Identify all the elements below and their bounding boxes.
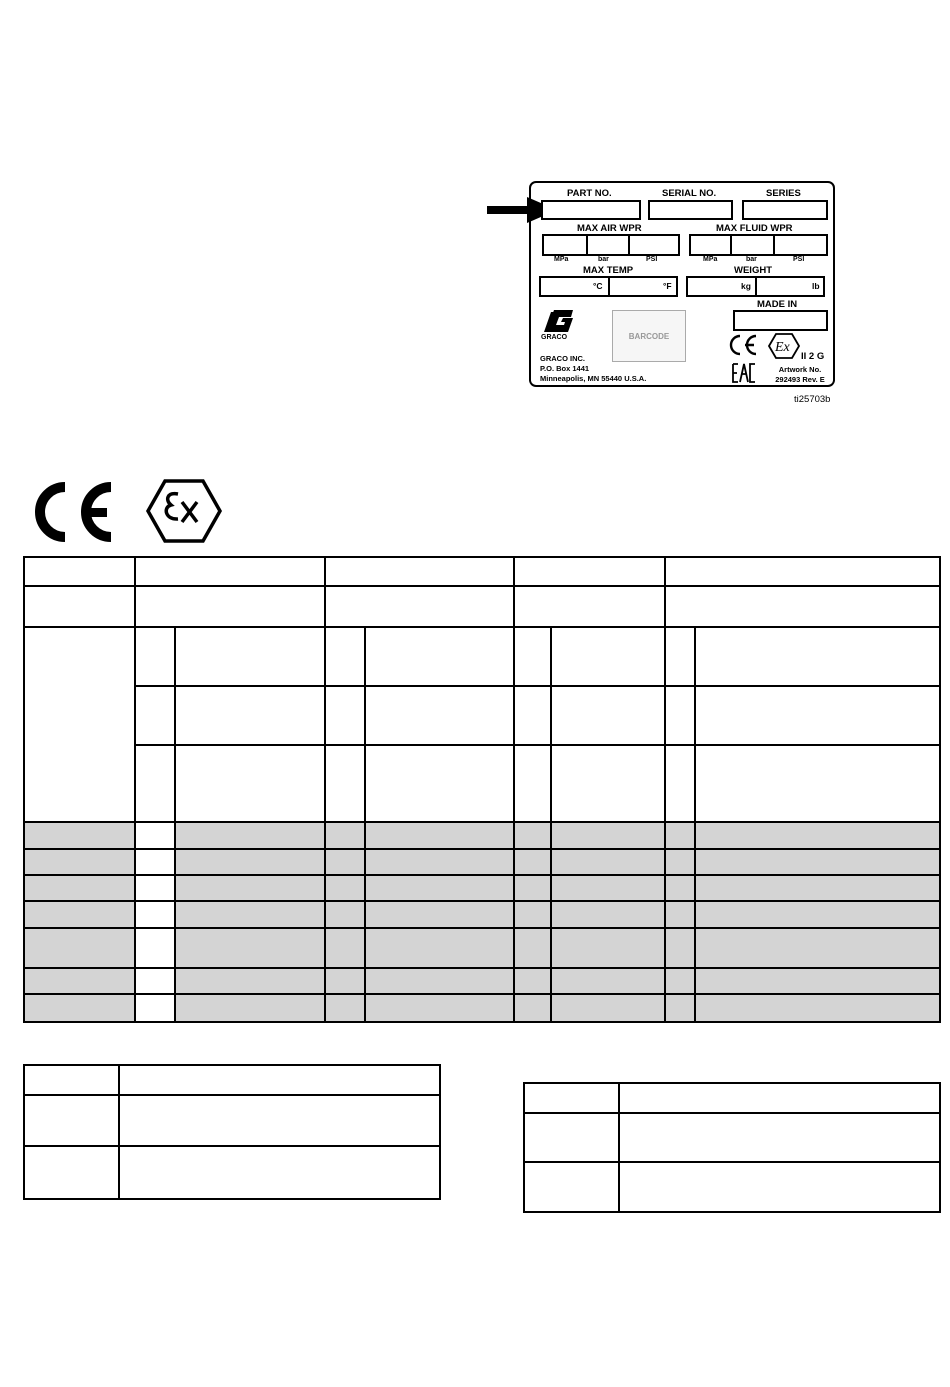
air-unit-mpa: MPa	[554, 256, 569, 263]
artwork-value: 292493 Rev. E	[775, 375, 825, 384]
artwork-number	[770, 365, 830, 385]
part-no-label: PART NO.	[567, 188, 612, 199]
main-table	[23, 556, 941, 1023]
eac-mark-icon	[732, 363, 756, 383]
lower-left-table	[23, 1064, 441, 1200]
fluid-unit-mpa: MPa	[703, 256, 718, 263]
weight-unit-kg: kg	[741, 281, 751, 291]
temp-unit-c: °C	[593, 281, 603, 291]
lower-right-table	[523, 1082, 941, 1213]
figure-id: ti25703b	[794, 394, 831, 405]
ce-mark-icon	[27, 482, 117, 542]
weight-label: WEIGHT	[734, 265, 772, 276]
serial-no-box	[648, 200, 733, 220]
identification-nameplate	[529, 181, 835, 387]
svg-text:Ex: Ex	[775, 340, 790, 355]
weight-box	[686, 276, 825, 297]
graco-logo	[540, 308, 578, 340]
air-unit-bar: bar	[598, 256, 609, 263]
max-fluid-wpr-box	[689, 234, 828, 256]
address-line-3: Minneapolis, MN 55440 U.S.A.	[540, 374, 647, 383]
address-line-1: GRACO INC.	[540, 354, 585, 363]
max-temp-box	[539, 276, 678, 297]
max-air-wpr-label: MAX AIR WPR	[577, 223, 642, 234]
barcode-placeholder: BARCODE	[612, 310, 686, 362]
part-no-box	[541, 200, 641, 220]
made-in-label: MADE IN	[757, 299, 798, 310]
ce-mark-small-icon	[727, 333, 761, 357]
graco-wordmark: GRACO	[541, 334, 568, 340]
atex-marking: II 2 G	[801, 351, 825, 362]
air-unit-psi: PSI	[646, 256, 658, 263]
max-fluid-wpr-label: MAX FLUID WPR	[716, 223, 793, 234]
address-line-2: P.O. Box 1441	[540, 364, 590, 373]
fluid-unit-psi: PSI	[793, 256, 805, 263]
max-temp-label: MAX TEMP	[583, 265, 634, 276]
artwork-label: Artwork No.	[778, 365, 822, 374]
series-label: SERIES	[766, 188, 801, 199]
temp-unit-f: °F	[663, 281, 672, 291]
ex-mark-small-icon	[768, 332, 800, 360]
series-box	[742, 200, 828, 220]
max-air-wpr-box	[542, 234, 680, 256]
made-in-box	[733, 310, 828, 331]
ex-mark-icon	[145, 478, 223, 544]
weight-unit-lb: lb	[812, 281, 820, 291]
fluid-unit-bar: bar	[746, 256, 757, 263]
serial-no-label: SERIAL NO.	[662, 188, 717, 199]
